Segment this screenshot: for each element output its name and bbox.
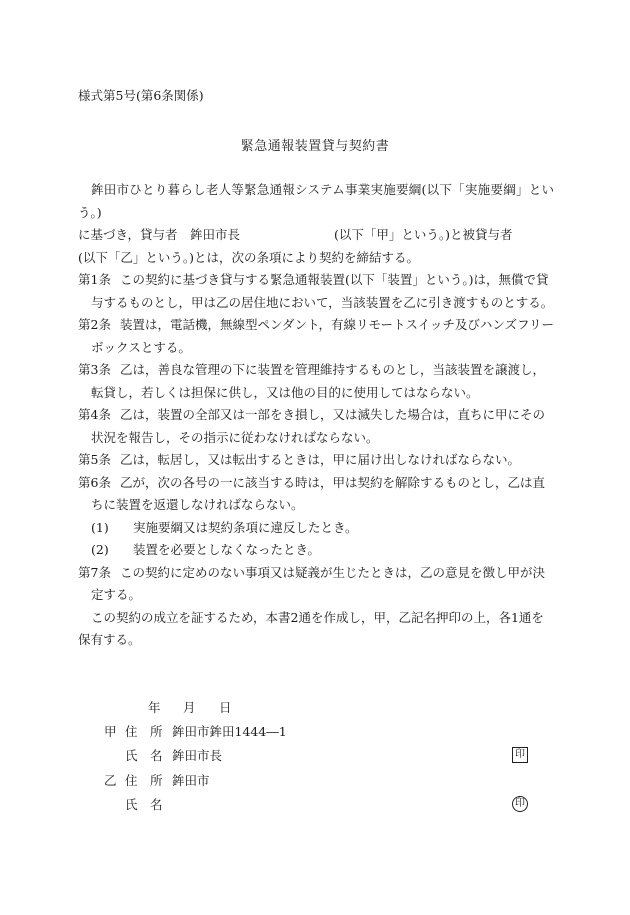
article-text: この契約に定めのない事項又は疑義が生じたときは，乙の意見を徴し甲が決定する。: [91, 564, 546, 602]
party-a-name: 鉾田市長: [172, 748, 223, 763]
article-2: [78, 314, 554, 359]
article-text: 乙は，善良な管理の下に装置を管理維持するものとし，当該装置を譲渡し，転貸し，若しくは担保に供し，又は他の目的に使用してはならない。: [91, 362, 546, 400]
preamble-line1: 鉾田市ひとり暮らし老人等緊急通報システム事業実施要綱(以下「実施要綱」という。): [78, 182, 554, 220]
party-b-name-label: 氏 名: [125, 797, 163, 812]
article-7: [78, 562, 554, 607]
closing-statement: [78, 607, 554, 652]
article-number: 第4条: [78, 407, 111, 422]
article-number: 第3条: [78, 362, 111, 377]
party-b-seal: 印: [512, 796, 528, 812]
article-number: 第6条: [78, 474, 111, 490]
preamble-line3: (以下「乙」という。)とは，次の条項により契約を締結する。: [78, 249, 420, 265]
article-number: 第2条: [78, 317, 111, 332]
document-title: 緊急通報装置貸与契約書: [240, 139, 390, 154]
preamble-line2-lessee: (以下「甲」という。)と被貸与者: [334, 227, 513, 242]
item-text: 装置を必要としなくなったとき。: [133, 542, 321, 557]
article-text: この契約に基づき貸与する緊急通報装置(以下「装置」という。)は，無償で貸与するものとし，甲は乙の居住地において，当該装置を乙に引き渡すものとする。: [91, 272, 554, 310]
date-month: 月: [183, 700, 196, 715]
article-text: 装置は，電話機，無線型ペンダント，有線リモートスイッチ及びハンズフリーボックスとする。: [91, 317, 555, 355]
article-text: 乙が，次の各号の一に該当する時は，甲は契約を解除するものとし，乙は直ちに装置を返還しなければならない。: [91, 474, 546, 512]
party-b-address: 鉾田市: [172, 773, 210, 788]
article-text: 乙は，装置の全部又は一部をき損し，又は滅失した場合は，直ちに甲にその状況を報告し，その指示に従わなければならない。: [91, 407, 546, 445]
party-a-seal: 印: [512, 747, 528, 763]
article-number: 第1条: [78, 272, 111, 287]
article-3: [78, 359, 554, 404]
article-4: [78, 404, 554, 449]
article-number: 第7条: [78, 564, 111, 580]
date-day: 日: [219, 700, 232, 715]
closing-text: この契約の成立を証するため，本書2通を作成し，甲，乙記名押印の上，各1通を保有する。: [78, 609, 544, 647]
article-5: [78, 449, 554, 472]
party-a-label: 甲: [104, 724, 117, 739]
party-a-address: 鉾田市鉾田1444―1: [172, 724, 287, 739]
article-text: 乙は，転居し，又は転出するときは，甲に届け出しなければならない。: [120, 452, 521, 467]
item-number: (1): [91, 519, 109, 535]
document-body: [78, 179, 554, 652]
form-number: 様式第5号(第6条関係): [78, 88, 204, 103]
article-6: [78, 472, 554, 517]
article-1: [78, 269, 554, 314]
article-number: 第5条: [78, 452, 111, 467]
party-b-label: 乙: [104, 773, 117, 788]
item-number: (2): [91, 542, 109, 557]
item-text: 実施要綱又は契約条項に違反したとき。: [133, 519, 358, 535]
preamble-line2-lessor: に基づき，貸与者 鉾田市長: [78, 227, 241, 242]
item-1: [78, 517, 554, 540]
item-2: [78, 539, 554, 562]
party-b-address-label: 住 所: [125, 773, 163, 788]
party-a-name-label: 氏 名: [125, 748, 163, 763]
party-a-address-label: 住 所: [125, 724, 163, 739]
date-year: 年: [148, 700, 161, 715]
preamble-line2: [78, 224, 554, 247]
